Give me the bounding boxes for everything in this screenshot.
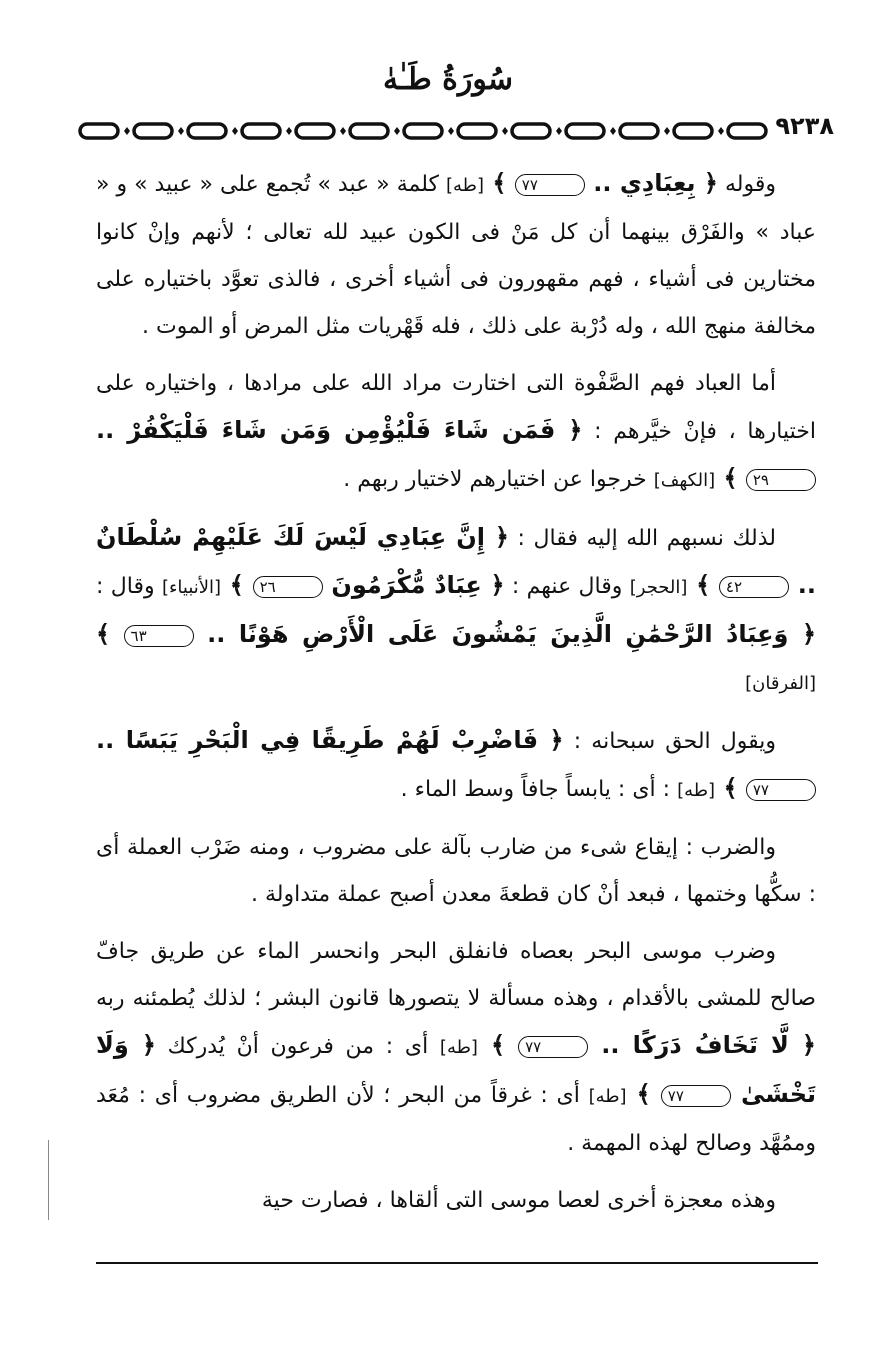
ornament-link — [242, 124, 280, 138]
ornament-diamond — [610, 127, 616, 135]
quran-verse: ﴿ إِنَّ عِبَادِي لَيْسَ لَكَ عَلَيْهِمْ سُلْطَانٌ .. — [96, 523, 816, 599]
quran-verse: ﴾ — [626, 1080, 661, 1108]
paragraph — [96, 1177, 816, 1224]
footer-rule — [96, 1262, 818, 1264]
surah-reference: [الحجر] — [629, 577, 688, 598]
ayah-number: ٧٧ — [515, 174, 585, 196]
body-text: : أى : يابساً جافاً وسط الماء . — [400, 777, 678, 802]
ornament-link — [188, 124, 226, 138]
ornament-diamond — [124, 127, 130, 135]
quran-verse: ﴿ بِعِبَادِي .. — [584, 169, 718, 197]
quran-verse: ﴾ — [715, 774, 746, 802]
ayah-number: ٦٣ — [124, 625, 194, 647]
body-text: وقال : — [96, 574, 162, 599]
ayah-number: ٢٩ — [746, 469, 816, 491]
quran-verse: ﴾ — [687, 571, 719, 599]
ornament-link — [134, 124, 172, 138]
ornament-link — [80, 124, 118, 138]
ayah-number: ٧٧ — [518, 1036, 588, 1058]
ornament-link — [674, 124, 712, 138]
ornament-link — [458, 124, 496, 138]
paragraph — [96, 514, 816, 707]
ornament-diamond — [718, 127, 724, 135]
body-text: وقال عنهم : — [504, 574, 630, 599]
ornament-diamond — [232, 127, 238, 135]
margin-mark — [48, 1140, 49, 1220]
quran-verse: ﴾ — [96, 620, 124, 648]
body-text: وضرب موسى البحر بعصاه فانفلق البحر وانحسر الماء عن طريق جافّ صالح للمشى بالأقدام ، وهذه مسألة لا يتصورها قانون البشر ؛ لذلك يُطمئنه ربه — [96, 939, 816, 1011]
ornament-diamond — [178, 127, 184, 135]
surah-reference: [طه] — [439, 1037, 478, 1058]
quran-verse: ﴾ — [715, 464, 746, 492]
body-text: وقوله — [718, 172, 777, 197]
ornament-link — [566, 124, 604, 138]
quran-verse: ﴾ — [484, 169, 515, 197]
body-text: والضرب : إيقاع شىء من ضارب بآلة على مضروب ، ومنه ضَرْب العملة أى : سكُّها وختمها ، فبعد أنْ كان قطعةَ معدن أصبح عملة متداولة . — [96, 835, 816, 907]
ornament-link — [512, 124, 550, 138]
quran-verse: ﴿ وَعِبَادُ الرَّحْمَٰنِ الَّذِينَ يَمْشُونَ عَلَى الْأَرْضِ هَوْنًا .. — [193, 620, 817, 648]
ornament-link — [404, 124, 442, 138]
body-text: وهذه معجزة أخرى لعصا موسى التى ألقاها ، فصارت حية — [261, 1188, 776, 1213]
ornament-link — [728, 124, 766, 138]
quran-verse: ﴿ وَلَا تَخْشَىٰ — [96, 1031, 816, 1108]
quran-verse: ﴾ — [221, 571, 253, 599]
body-text: أى : غرقاً من البحر ؛ لأن الطريق مضروب أى : مُعَد وممُهَّد وصالح لهذه المهمة . — [96, 1083, 816, 1156]
body-text: أما العباد فهم الصَّفْوة التى اختارت مراد الله على مرادها ، واختياره على اختيارها ، فإنْ خيَّرهم : — [96, 371, 816, 444]
ornament-diamond — [556, 127, 562, 135]
quran-verse: ﴿ فَاضْرِبْ لَهُمْ طَرِيقًا فِي الْبَحْرِ يَبَسًا .. — [96, 726, 564, 754]
surah-reference: [طه] — [445, 175, 484, 196]
quran-verse: ﴾ — [477, 1031, 519, 1059]
ornament-link — [620, 124, 658, 138]
ornament-link — [296, 124, 334, 138]
surah-reference: [الأنبياء] — [161, 577, 222, 598]
ornament-chain-icon — [78, 118, 768, 144]
ayah-number: ٧٧ — [746, 779, 816, 801]
ornament-diamond — [394, 127, 400, 135]
ornament-diamond — [448, 127, 454, 135]
ornament-diamond — [502, 127, 508, 135]
ornament-diamond — [340, 127, 346, 135]
ayah-number: ٧٧ — [661, 1085, 731, 1107]
ornament-link — [350, 124, 388, 138]
main-text — [96, 160, 816, 1234]
paragraph — [96, 160, 816, 350]
surah-title: سُورَةُ طَـٰهٰ — [382, 62, 514, 97]
paragraph — [96, 824, 816, 918]
body-text: خرجوا عن اختيارهم لاختيار ربهم . — [343, 467, 654, 492]
ornament-diamond — [286, 127, 292, 135]
paragraph — [96, 928, 816, 1167]
page-number: ٩٢٣٨ — [771, 112, 838, 140]
body-text: ويقول الحق سبحانه : — [563, 729, 776, 754]
header-ornament-border — [78, 118, 848, 144]
paragraph — [96, 360, 816, 504]
ayah-number: ٢٦ — [253, 576, 323, 598]
surah-reference: [طه] — [588, 1086, 627, 1107]
quran-verse: ﴿ لَّا تَخَافُ دَرَكًا .. — [588, 1031, 816, 1059]
body-text: كلمة « عبد » تُجمع على « عبيد » و « عباد » والفَرْق بينهما أن كل مَنْ فى الكون عبيد لله تعالى ؛ لأنهم وإنْ كانوا مختارين فى أشياء ، فهم مقهورون فى أشياء أخرى ، فالذى تعوَّد باختياره على مخالفة منهج الله ، وله دُرْبة على ذلك ، فله قَهْريات مثل المرض أو الموت . — [96, 172, 816, 339]
quran-verse: ﴿ عِبَادٌ مُّكْرَمُونَ — [322, 571, 505, 599]
surah-reference: [الفرقان] — [745, 673, 816, 694]
body-text: لذلك نسبهم الله إليه فقال : — [508, 526, 776, 551]
paragraph — [96, 717, 816, 814]
surah-reference: [الكهف] — [653, 470, 716, 491]
quran-verse: ﴿ فَمَن شَاءَ فَلْيُؤْمِن وَمَن شَاءَ فَلْيَكْفُرْ .. — [96, 416, 583, 444]
body-text: أى : من فرعون أنْ يُدركك — [155, 1034, 440, 1059]
ayah-number: ٤٢ — [719, 576, 789, 598]
ornament-diamond — [664, 127, 670, 135]
surah-reference: [طه] — [677, 780, 716, 801]
